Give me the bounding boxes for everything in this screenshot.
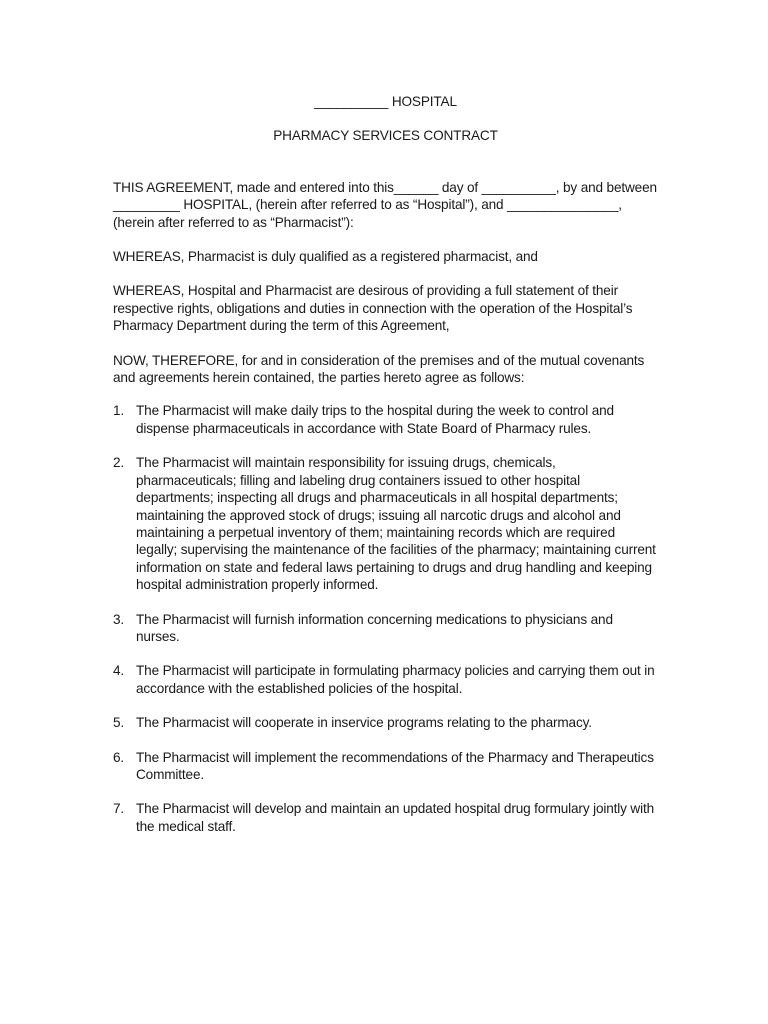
clause-text: The Pharmacist will develop and maintain an updated hospital drug formulary jointly with the medical staff.	[136, 801, 654, 834]
clause-number: 1.	[113, 403, 125, 419]
clause-item	[113, 611, 658, 646]
clause-item	[113, 714, 658, 731]
clause-item	[113, 800, 658, 835]
now-therefore-paragraph: NOW, THEREFORE, for and in consideration of the premises and of the mutual covenants and agreements herein contained, the parties hereto agree as follows:	[113, 352, 645, 386]
clause-item	[113, 454, 658, 593]
clause-list	[113, 402, 658, 835]
clause-text: The Pharmacist will furnish information concerning medications to physicians and nurses.	[136, 611, 613, 644]
document-body	[113, 93, 658, 852]
clause-text: The Pharmacist will maintain responsibility for issuing drugs, chemicals, pharmaceuticals; filling and labeling drug containers issued to other hospital departments; inspecting all drugs and pharmaceuticals in all hospital departments; maintaining the approved stock of drugs; issuing all narcotic drugs and alcohol and maintaining a perpetual inventory of them; maintaining records which are required legally; supervising the maintenance of the facilities of the pharmacy; maintaining current information on state and federal laws pertaining to drugs and drug handling and keeping hospital administration properly informed.	[136, 455, 656, 593]
clause-item	[113, 662, 658, 697]
clause-number: 7.	[113, 801, 125, 817]
clause-number: 5.	[113, 715, 125, 731]
clause-text: The Pharmacist will make daily trips to the hospital during the week to control and dispense pharmaceuticals in accordance with State Board of Pharmacy rules.	[136, 403, 614, 436]
clause-text: The Pharmacist will implement the recommendations of the Pharmacy and Therapeutics Committee.	[136, 749, 654, 782]
hospital-heading: __________ HOSPITAL	[314, 94, 457, 109]
clause-item	[113, 402, 658, 437]
clause-number: 2.	[113, 455, 125, 471]
whereas-qualified-paragraph: WHEREAS, Pharmacist is duly qualified as a registered pharmacist, and	[113, 249, 538, 265]
clause-number: 3.	[113, 611, 125, 627]
clause-number: 6.	[113, 749, 125, 765]
whereas-rights-paragraph: WHEREAS, Hospital and Pharmacist are desirous of providing a full statement of their respective rights, obligations and duties in connection with the operation of the Hospital’s Pharmacy Department during the term of this Agreement,	[113, 283, 633, 334]
clause-text: The Pharmacist will cooperate in inservice programs relating to the pharmacy.	[136, 715, 592, 731]
clause-number: 4.	[113, 663, 125, 679]
agreement-paragraph: THIS AGREEMENT, made and entered into this______ day of __________, by and between _________ HOSPITAL, (herein after referred to as “Hospital”), and _______________, (herein after referred to as “Pharmacist”):	[113, 179, 657, 230]
clause-text: The Pharmacist will participate in formulating pharmacy policies and carrying them out in accordance with the established policies of the hospital.	[136, 663, 655, 696]
clause-item	[113, 749, 658, 784]
contract-title: PHARMACY SERVICES CONTRACT	[273, 128, 498, 144]
